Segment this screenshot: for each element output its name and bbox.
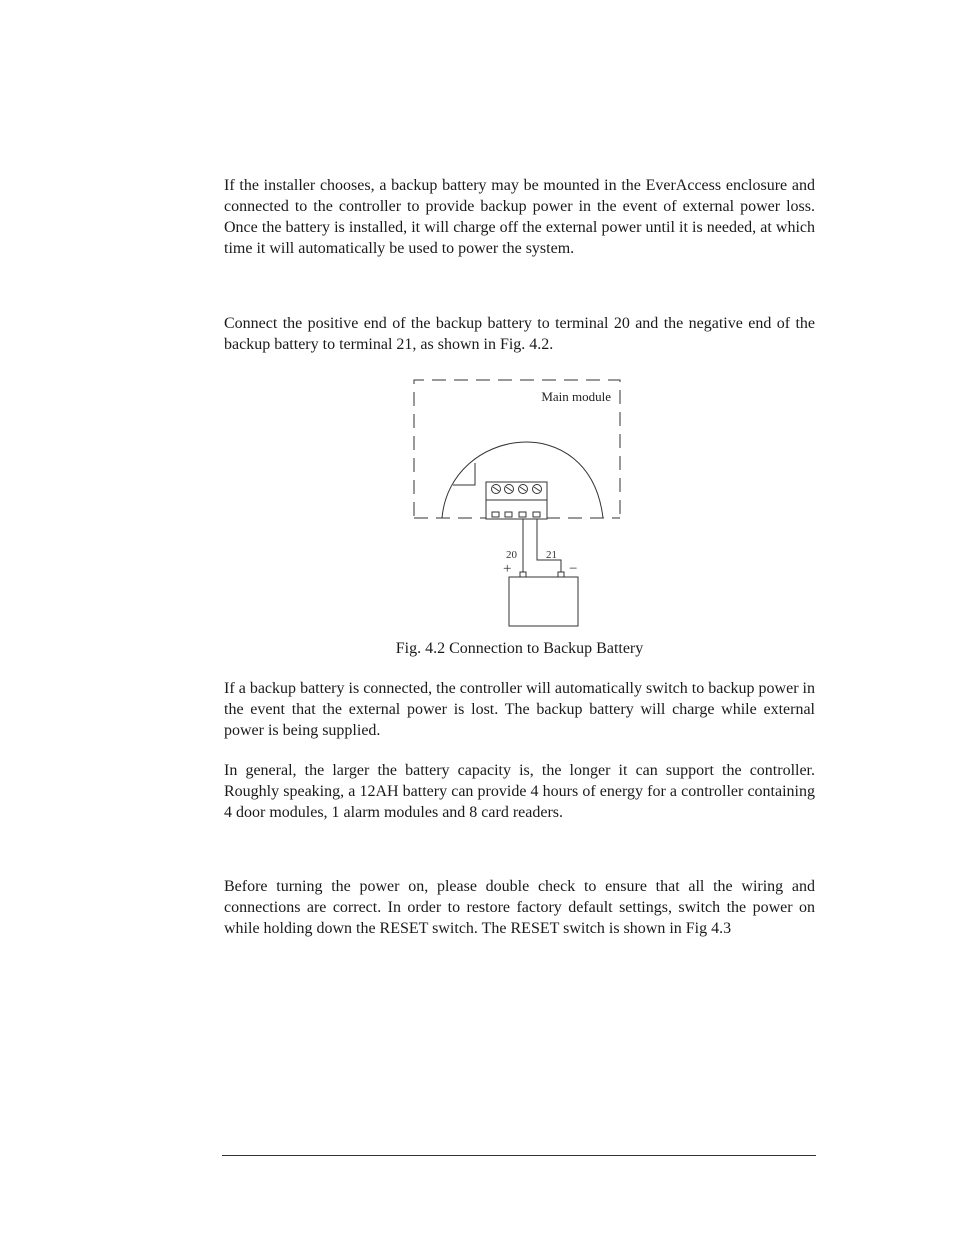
paragraph-automatic-switch: If a backup battery is connected, the controller will automatically switch to backup power in the event that the external power is lost. The backup battery will charge while external power is being supplied.	[224, 680, 815, 739]
terminal-20-label: 20	[506, 549, 517, 561]
terminal-21-label: 21	[546, 549, 557, 561]
paragraph-battery-intro: If the installer chooses, a backup battery may be mounted in the EverAccess enclosure and connected to the controller to provide backup power in the event of external power loss. Once the battery is installed, it will charge off the external power until it is needed, at which time it will automatically be used to power the system.	[224, 177, 815, 257]
figure-caption: Fig. 4.2 Connection to Backup Battery	[395, 640, 644, 657]
negative-wire	[537, 519, 561, 572]
paragraph-battery-connection: Connect the positive end of the backup battery to terminal 20 and the negative end of the backup battery to terminal 21, as shown in Fig. 4.2.	[224, 315, 815, 353]
main-module-label: Main module	[541, 389, 611, 404]
paragraph-power-on: Before turning the power on, please double check to ensure that all the wiring and connections are correct. In order to restore factory default settings, switch the power on while holding down the RESET switch. The RESET switch is shown in Fig 4.3	[224, 878, 815, 937]
paragraph-battery-capacity: In general, the larger the battery capacity is, the longer it can support the controller. Roughly speaking, a 12AH battery can provide 4 hours of energy for a controller containing 4 door modules, 1 alarm modules and 8 card readers.	[224, 762, 815, 821]
backup-battery	[509, 577, 578, 626]
plus-sign: +	[503, 561, 512, 577]
battery-connection-diagram	[400, 372, 640, 634]
minus-sign: −	[569, 561, 578, 577]
footer-rule	[222, 1155, 816, 1156]
